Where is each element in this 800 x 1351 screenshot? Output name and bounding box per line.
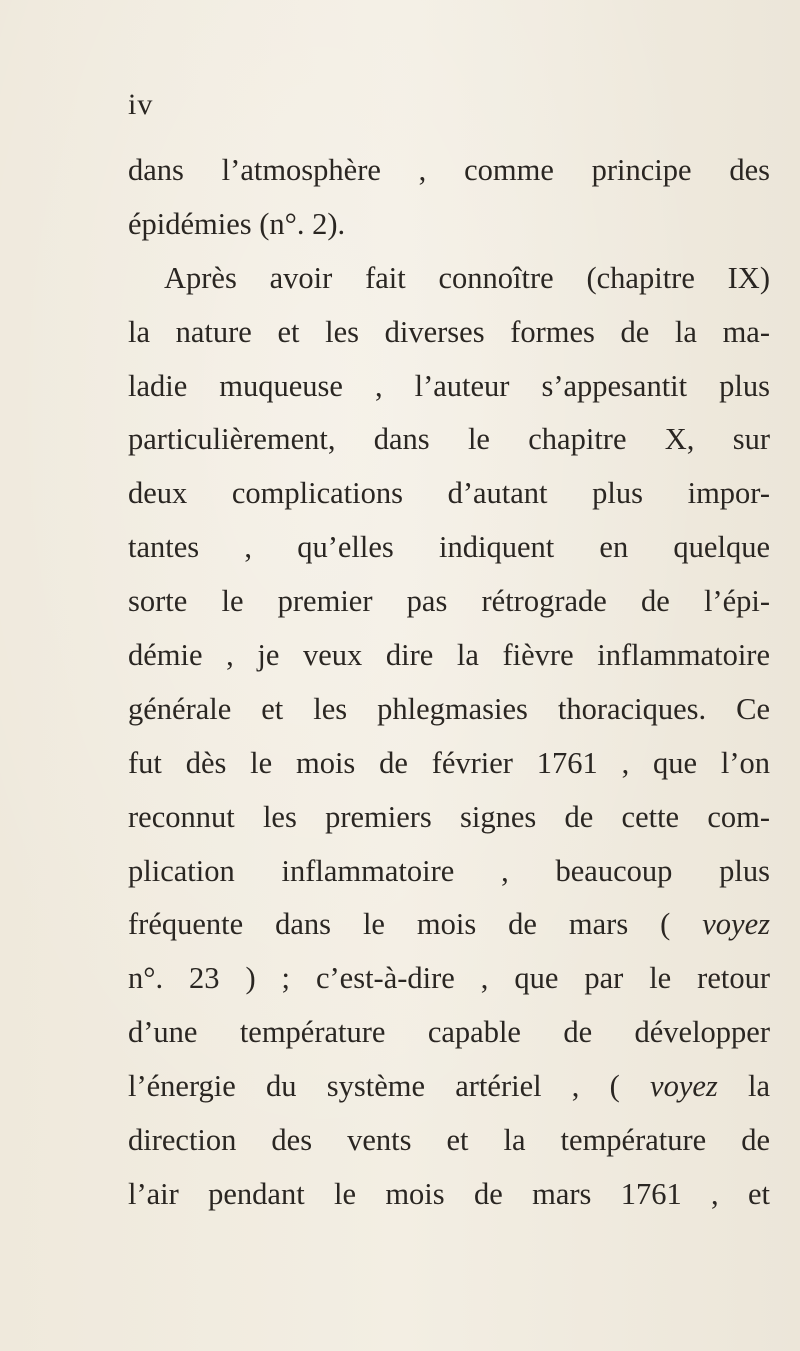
page-number: iv [128, 88, 154, 121]
text-line: plication inflammatoire , beaucoup plus [128, 853, 770, 888]
text-line: l’air pendant le mois de mars 1761 , et [128, 1176, 770, 1211]
text-line: sorte le premier pas rétrograde de l’épi- [128, 584, 770, 619]
text-segment: la [717, 1069, 770, 1104]
text-segment-italic: voyez [650, 1069, 718, 1104]
text-line: fut dès le mois de février 1761 , que l’on [128, 745, 770, 780]
body-text [128, 148, 770, 1226]
text-line [128, 1064, 770, 1118]
text-line: reconnut les premiers signes de cette com- [128, 799, 770, 834]
text-line: ladie muqueuse , l’auteur s’appesantit plus [128, 368, 770, 403]
text-line: épidémies (n°. 2). [128, 206, 346, 241]
text-line [128, 902, 770, 956]
text-line: deux complications d’autant plus impor- [128, 476, 770, 511]
text-line: démie , je veux dire la fièvre inflammatoire [128, 638, 770, 673]
text-line: générale et les phlegmasies thoraciques. Ce [128, 691, 770, 726]
text-line: particulièrement, dans le chapitre X, sur [128, 422, 770, 457]
text-line: d’une température capable de développer [128, 1015, 770, 1050]
text-line: direction des vents et la température de [128, 1123, 770, 1158]
text-line: la nature et les diverses formes de la ma- [128, 314, 770, 349]
text-line: n°. 23 ) ; c’est-à-dire , que par le retour [128, 961, 770, 996]
text-line: tantes , qu’elles indiquent en quelque [128, 530, 770, 565]
text-segment: fréquente dans le mois de mars ( [128, 907, 671, 942]
text-line: dans l’atmosphère , comme principe des [128, 153, 770, 187]
text-segment-italic: voyez [702, 907, 770, 942]
text-line: Après avoir fait connoître (chapitre IX) [164, 260, 770, 295]
text-segment: l’énergie du système artériel , ( [128, 1069, 620, 1104]
